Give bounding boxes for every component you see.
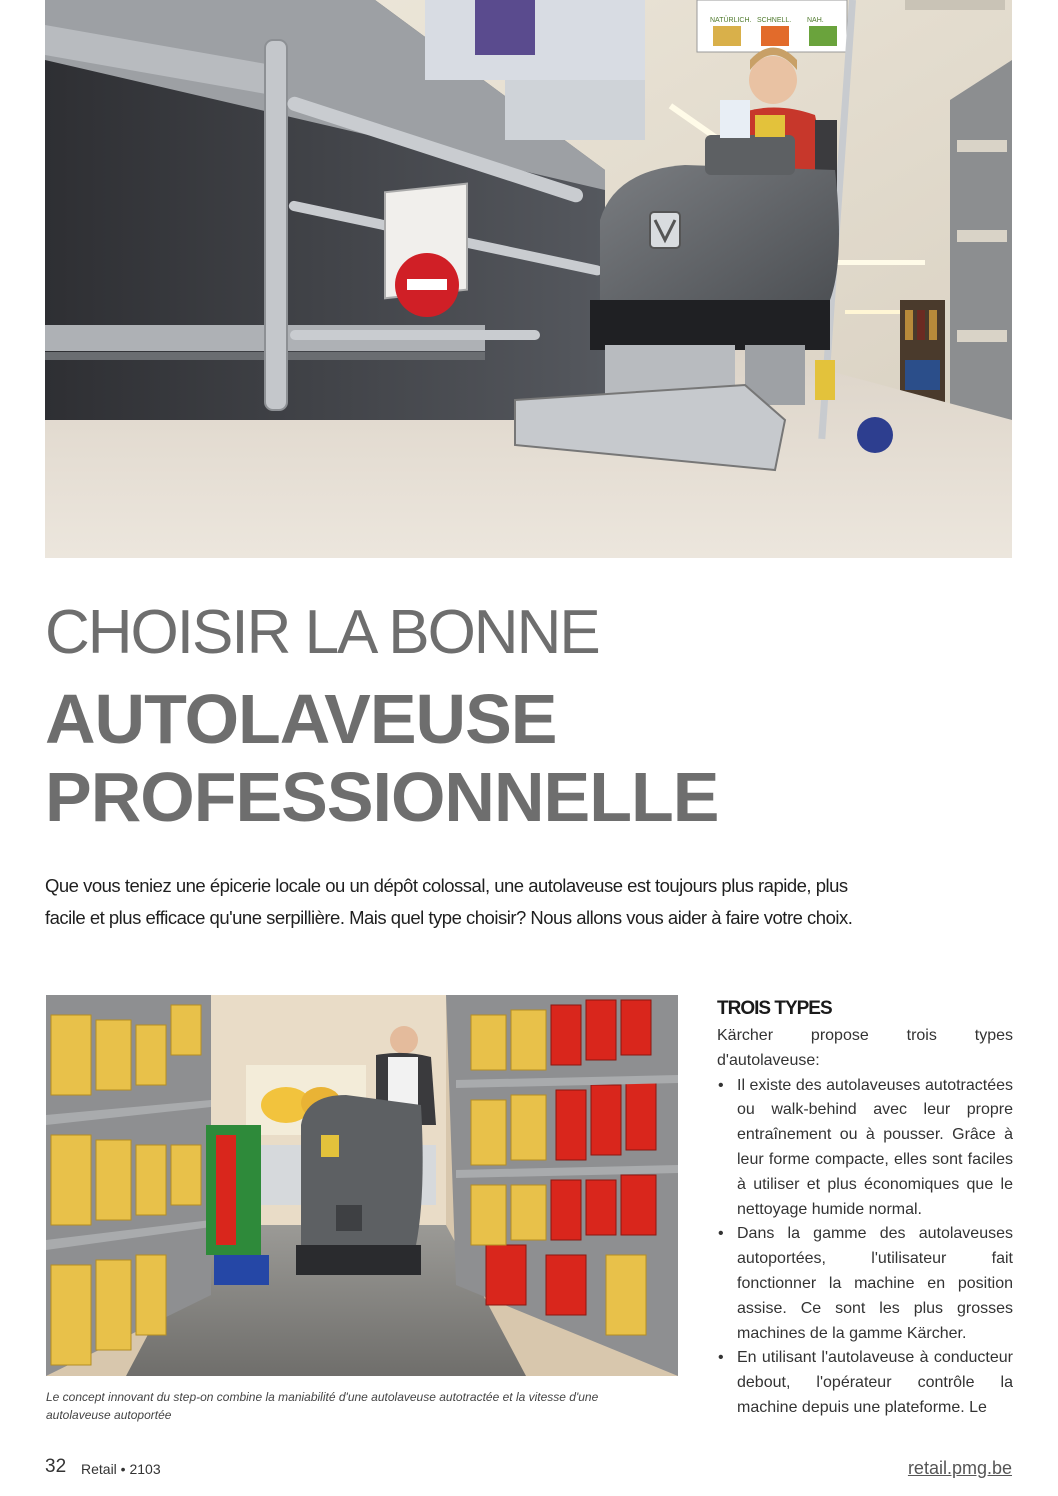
bullet-walk-behind: • Il existe des autolaveuses autotractées ou walk-behind avec leur propre entraînement ou à pousser. Grâce à leur forme compacte, elles sont faciles à utiliser et plus économiques que le nettoyage humide normal.: [717, 1074, 1013, 1223]
bullet-stand-on: • En utilisant l'autolaveuse à conducteur debout, l'opérateur contrôle la machine depuis une plateforme. Le: [717, 1346, 1013, 1420]
publication-issue: Retail • 2103: [81, 1461, 161, 1477]
page-number: 32: [45, 1456, 67, 1477]
store-sign-2: SCHNELL.: [757, 17, 792, 24]
store-sign-1: NATÜRLICH.: [710, 17, 752, 24]
article-title-line-3: PROFESSIONNELLE: [45, 758, 719, 836]
sidebar-three-types: [717, 996, 1013, 1448]
hero-photo: [45, 0, 1012, 558]
article-title-line-2: AUTOLAVEUSE: [45, 680, 557, 758]
article-title-line-1: CHOISIR LA BONNE: [45, 598, 599, 667]
photo-caption: Le concept innovant du step-on combine la maniabilité d'une autolaveuse autotractée et la vitesse d'une autolaveuse autoportée: [46, 1390, 599, 1422]
website-link[interactable]: retail.pmg.be: [907, 1458, 1012, 1478]
article-intro: Que vous teniez une épicerie locale ou un dépôt colossal, une autolaveuse est toujours plus rapide, plus facile et plus efficace qu'une serpillière. Mais quel type choisir? Nous allons vous aider à faire votre choix.: [45, 875, 853, 928]
bullet-ride-on: • Dans la gamme des autolaveuses autoportées, l'utilisateur fait fonctionner la machine en position assise. Ce sont les plus grosses machines de la gamme Kärcher.: [717, 1222, 1013, 1346]
sidebar-bullet-list: [717, 1074, 1013, 1421]
sidebar-heading: TROIS TYPES: [717, 998, 832, 1019]
aisle-photo: [46, 995, 678, 1376]
sidebar-lead: Kärcher propose trois types d'autolaveuse:: [717, 1027, 1013, 1069]
store-sign-3: NAH.: [807, 17, 824, 24]
